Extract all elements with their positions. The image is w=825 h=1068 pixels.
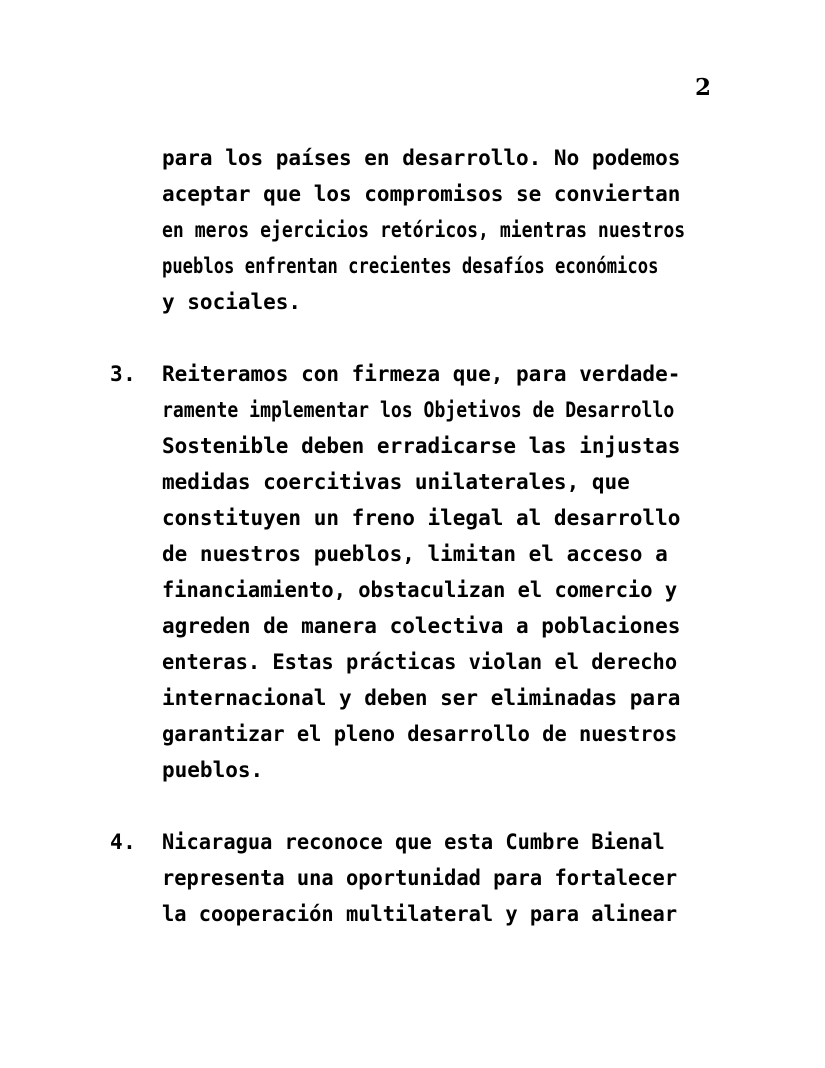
text-line: ramente implementar los Objetivos de Desarrollo (162, 398, 675, 422)
text-line: constituyen un freno ilegal al desarrollo (162, 506, 681, 530)
text-line: y sociales. (162, 290, 302, 314)
text-line: medidas coercitivas unilaterales, que (162, 470, 630, 494)
text-line: garantizar el pleno desarrollo de nuestros (162, 722, 678, 746)
text-line: representa una oportunidad para fortalecer (162, 866, 678, 890)
continued-paragraph (0, 140, 825, 320)
text-line: internacional y deben ser eliminadas para (162, 686, 681, 710)
text-line: para los países en desarrollo. No podemos (162, 146, 681, 170)
text-line: Reiteramos con firmeza que, para verdade- (162, 362, 681, 386)
paragraph-lines (162, 824, 711, 932)
text-line: Nicaragua reconoce que esta Cumbre Bienal (162, 830, 665, 854)
text-line: pueblos enfrentan crecientes desafíos económicos (162, 254, 659, 278)
text-line: en meros ejercicios retóricos, mientras nuestros (162, 218, 686, 242)
text-line: agreden de manera colectiva a poblaciones (162, 614, 681, 638)
numbered-paragraph (0, 824, 825, 932)
paragraph-number: 4. (110, 830, 137, 854)
numbered-paragraph (0, 356, 825, 788)
paragraph-lines (162, 356, 711, 788)
text-line: pueblos. (162, 758, 264, 782)
text-line: enteras. Estas prácticas violan el derecho (162, 650, 678, 674)
paragraph-number: 3. (110, 362, 137, 386)
text-line: la cooperación multilateral y para alinear (162, 902, 678, 926)
page-number: 2 (694, 74, 711, 101)
text-line: Sostenible deben erradicarse las injustas (162, 434, 681, 458)
text-line: de nuestros pueblos, limitan el acceso a (162, 542, 668, 566)
text-line: financiamiento, obstaculizan el comercio y (162, 578, 678, 602)
document-body (0, 140, 825, 932)
paragraph-lines (162, 140, 711, 320)
text-line: aceptar que los compromisos se conviertan (162, 182, 681, 206)
